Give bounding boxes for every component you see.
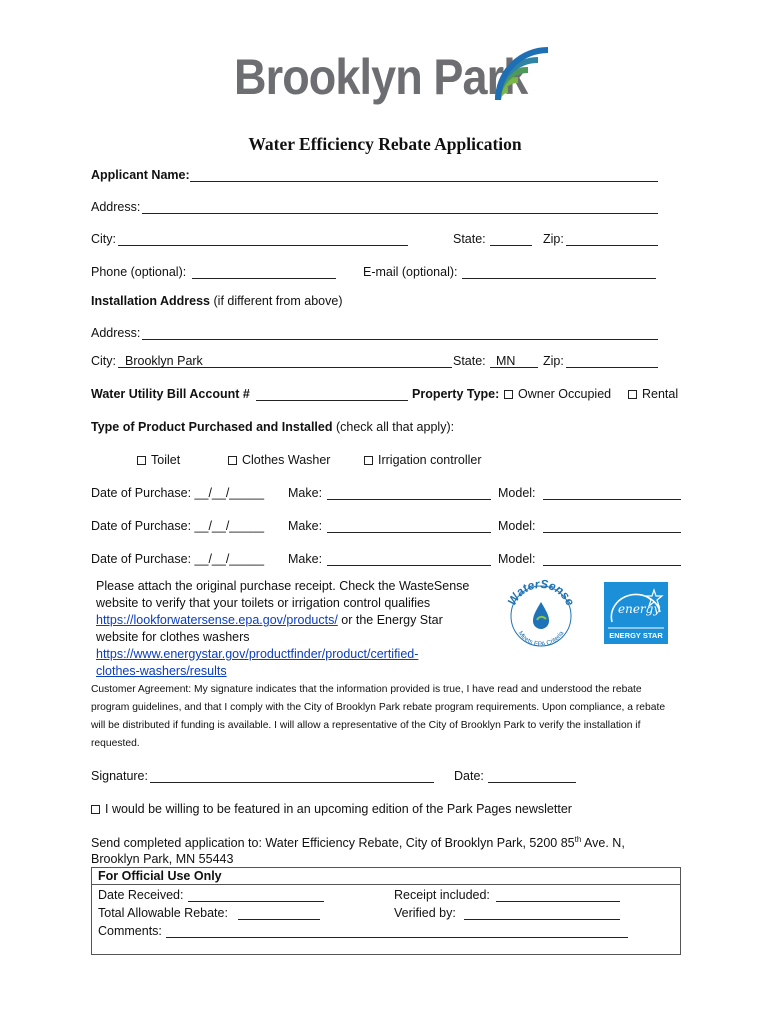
make-field[interactable]	[327, 565, 491, 566]
make-label: Make:	[288, 486, 323, 500]
model-field[interactable]	[543, 499, 681, 500]
owner-occupied-label: Owner Occupied	[518, 387, 612, 401]
energystar-label: ENERGY STAR	[609, 631, 663, 640]
model-label: Model:	[498, 519, 536, 533]
city-label: City:	[91, 232, 116, 246]
model-field[interactable]	[543, 532, 681, 533]
newsletter-label: I would be willing to be featured in an upcoming edition of the Park Pages newsletter	[105, 802, 572, 816]
address-label: Address:	[91, 200, 141, 214]
verified-by-field[interactable]	[464, 919, 620, 920]
attach-line-6	[96, 663, 476, 680]
product-heading-label: Type of Product Purchased and Installed	[91, 420, 333, 434]
date-of-purchase-label: Date of Purchase: __/__/_____	[91, 552, 265, 566]
owner-occupied-checkbox[interactable]	[504, 390, 513, 399]
phone-field[interactable]	[192, 278, 336, 279]
watersense-bottom-text: Meets EPA Criteria	[516, 629, 566, 648]
irrigation-option[interactable]	[364, 453, 482, 467]
washer-option[interactable]	[228, 453, 330, 467]
energystar-link-cont[interactable]: clothes-washers/results	[96, 664, 227, 678]
city-field[interactable]	[118, 245, 408, 246]
attach-instructions	[96, 578, 476, 680]
total-rebate-field[interactable]	[238, 919, 320, 920]
install-zip-label: Zip:	[543, 354, 564, 368]
watersense-ring-text: WaterSense	[504, 576, 578, 608]
attach-line-4: website for clothes washers	[96, 630, 250, 644]
rental-option[interactable]	[628, 387, 678, 401]
date-label: Date:	[454, 769, 484, 783]
verified-by-label: Verified by:	[394, 906, 456, 920]
product-heading-note: (check all that apply):	[335, 420, 455, 434]
toilet-option[interactable]	[137, 453, 180, 467]
product-heading	[91, 420, 454, 434]
washer-label: Clothes Washer	[242, 453, 331, 467]
form-title: Water Efficiency Rebate Application	[248, 134, 522, 154]
receipt-included-label: Receipt included:	[394, 888, 490, 902]
rental-label: Rental	[642, 387, 679, 401]
customer-agreement: Customer Agreement: My signature indicates that the information provided is true, I have read and understood the rebate program guidelines, and that I comply with the City of Brooklyn Park rebate program requirements. Upon compliance, a rebate will be distributed if funding is available. I will allow a representative of the City of Brooklyn Park to verify the installation if requested.	[91, 684, 666, 749]
property-type-label: Property Type:	[412, 387, 500, 401]
signature-label: Signature:	[91, 769, 148, 783]
irrigation-label: Irrigation controller	[378, 453, 482, 467]
signature-field[interactable]	[150, 782, 434, 783]
irrigation-checkbox[interactable]	[364, 456, 373, 465]
date-of-purchase-field[interactable]: __/__/_____	[194, 552, 265, 566]
bill-account-field[interactable]	[256, 400, 408, 401]
state-field[interactable]	[490, 245, 532, 246]
state-label: State:	[453, 232, 486, 246]
date-received-label: Date Received:	[98, 888, 184, 902]
watersense-link[interactable]: https://lookforwatersense.epa.gov/products/	[96, 613, 338, 627]
install-state-label: State:	[453, 354, 486, 368]
date-of-purchase-label: Date of Purchase: __/__/_____	[91, 486, 265, 500]
send-line-1: Send completed application to: Water Efficiency Rebate, City of Brooklyn Park, 5200 85th Ave. N,	[91, 835, 625, 851]
attach-line-3	[96, 612, 476, 629]
signal-waves-icon	[494, 46, 554, 102]
make-field[interactable]	[327, 499, 491, 500]
date-of-purchase-field[interactable]: __/__/_____	[194, 486, 265, 500]
model-label: Model:	[498, 486, 536, 500]
newsletter-checkbox[interactable]	[91, 805, 100, 814]
applicant-name-label: Applicant Name:	[91, 168, 190, 182]
phone-label: Phone (optional):	[91, 265, 187, 279]
comments-field[interactable]	[166, 937, 628, 938]
model-label: Model:	[498, 552, 536, 566]
date-of-purchase-label: Date of Purchase: __/__/_____	[91, 519, 265, 533]
toilet-label: Toilet	[151, 453, 181, 467]
comments-label: Comments:	[98, 924, 162, 938]
model-field[interactable]	[543, 565, 681, 566]
zip-label: Zip:	[543, 232, 564, 246]
official-use-title: For Official Use Only	[92, 868, 680, 885]
install-city-label: City:	[91, 354, 116, 368]
install-city-value[interactable]: Brooklyn Park	[125, 354, 203, 368]
receipt-included-field[interactable]	[496, 901, 620, 902]
newsletter-option[interactable]	[91, 802, 572, 816]
installation-heading	[91, 294, 343, 308]
install-zip-field[interactable]	[566, 367, 658, 368]
send-line-2: Brooklyn Park, MN 55443	[91, 852, 234, 866]
attach-line-5	[96, 646, 476, 663]
rental-checkbox[interactable]	[628, 390, 637, 399]
attach-line-3-suffix: or the Energy Star	[337, 613, 443, 627]
washer-checkbox[interactable]	[228, 456, 237, 465]
installation-heading-note: (if different from above)	[213, 294, 343, 308]
make-label: Make:	[288, 519, 323, 533]
date-received-field[interactable]	[188, 901, 324, 902]
email-label: E-mail (optional):	[363, 265, 458, 279]
install-address-label: Address:	[91, 326, 141, 340]
energystar-script: energy	[618, 602, 661, 616]
bill-account-label: Water Utility Bill Account #	[91, 387, 250, 401]
date-of-purchase-field[interactable]: __/__/_____	[194, 519, 265, 533]
total-rebate-label: Total Allowable Rebate:	[98, 906, 228, 920]
make-label: Make:	[288, 552, 323, 566]
install-address-field[interactable]	[142, 339, 658, 340]
toilet-checkbox[interactable]	[137, 456, 146, 465]
energystar-logo	[604, 582, 668, 644]
applicant-name-field[interactable]	[190, 181, 658, 182]
logo-text: Brooklyn Park	[234, 49, 528, 105]
installation-heading-label: Installation Address	[91, 294, 211, 308]
energystar-link[interactable]: https://www.energystar.gov/productfinder/product/certified-	[96, 647, 419, 661]
install-state-value[interactable]: MN	[496, 354, 516, 368]
address-field[interactable]	[142, 213, 658, 214]
date-field[interactable]	[488, 782, 576, 783]
zip-field[interactable]	[566, 245, 658, 246]
make-field[interactable]	[327, 532, 491, 533]
official-use-box	[91, 867, 681, 955]
owner-occupied-option[interactable]	[504, 387, 611, 401]
attach-line-2: website to verify that your toilets or irrigation control qualifies	[96, 596, 431, 610]
attach-line-1: Please attach the original purchase receipt. Check the WasteSense	[96, 579, 470, 593]
email-field[interactable]	[462, 278, 656, 279]
watersense-logo	[501, 576, 581, 648]
